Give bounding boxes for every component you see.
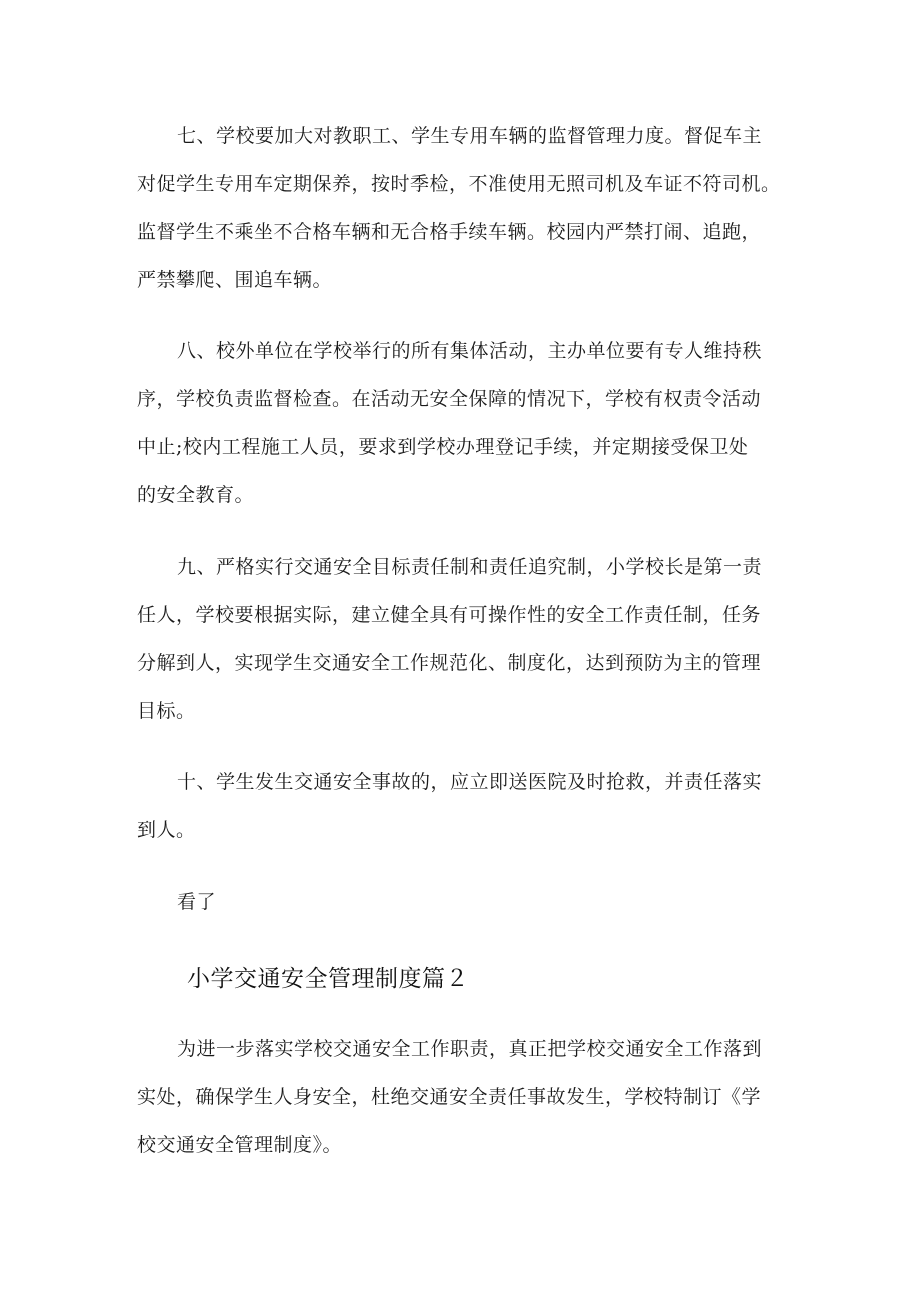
paragraph-line: 对促学生专用车定期保养，按时季检，不准使用无照司机及车证不符司机。: [137, 173, 781, 195]
paragraph-line: 八、校外单位在学校举行的所有集体活动，主办单位要有专人维持秩: [177, 340, 763, 362]
paragraph-line: 校交通安全管理制度》。: [137, 1134, 343, 1156]
paragraph-line: 到人。: [137, 819, 196, 841]
paragraph-line: 十、学生发生交通安全事故的，应立即送医院及时抢救，并责任落实: [177, 771, 763, 793]
paragraph-line: 序，学校负责监督检查。在活动无安全保障的情况下，学校有权责令活动: [137, 388, 762, 410]
paragraph-eight: [137, 327, 787, 519]
paragraph-line: 七、学校要加大对教职工、学生专用车辆的监督管理力度。督促车主: [177, 125, 763, 147]
paragraph-line: 看了: [177, 891, 217, 913]
paragraph-line: 的安全教育。: [137, 484, 255, 506]
paragraph-line: 任人，学校要根据实际，建立健全具有可操作性的安全工作责任制，任务: [137, 604, 762, 626]
paragraph-line: 为进一步落实学校交通安全工作职责，真正把学校交通安全工作落到: [177, 1038, 763, 1060]
paragraph-line: 实处，确保学生人身安全，杜绝交通安全责任事故发生，学校特制订《学: [137, 1086, 762, 1108]
paragraph-line: 严禁攀爬、围追车辆。: [137, 269, 333, 291]
paragraph-kanle: [137, 878, 787, 926]
paragraph-line: 监督学生不乘坐不合格车辆和无合格手续车辆。校园内严禁打闹、追跑，: [137, 221, 762, 243]
paragraph-line: 目标。: [137, 700, 196, 722]
paragraph-nine: [137, 543, 787, 735]
paragraph-line: 九、严格实行交通安全目标责任制和责任追究制，小学校长是第一责: [177, 556, 763, 578]
paragraph-line: 分解到人，实现学生交通安全工作规范化、制度化，达到预防为主的管理: [137, 652, 762, 674]
paragraph-intro: [137, 1025, 787, 1169]
paragraph-ten: [137, 758, 787, 854]
paragraph-seven: [137, 112, 787, 304]
section-heading: 小学交通安全管理制度篇２: [187, 966, 469, 992]
paragraph-line: 中止;校内工程施工人员，要求到学校办理登记手续，并定期接受保卫处: [137, 436, 749, 458]
